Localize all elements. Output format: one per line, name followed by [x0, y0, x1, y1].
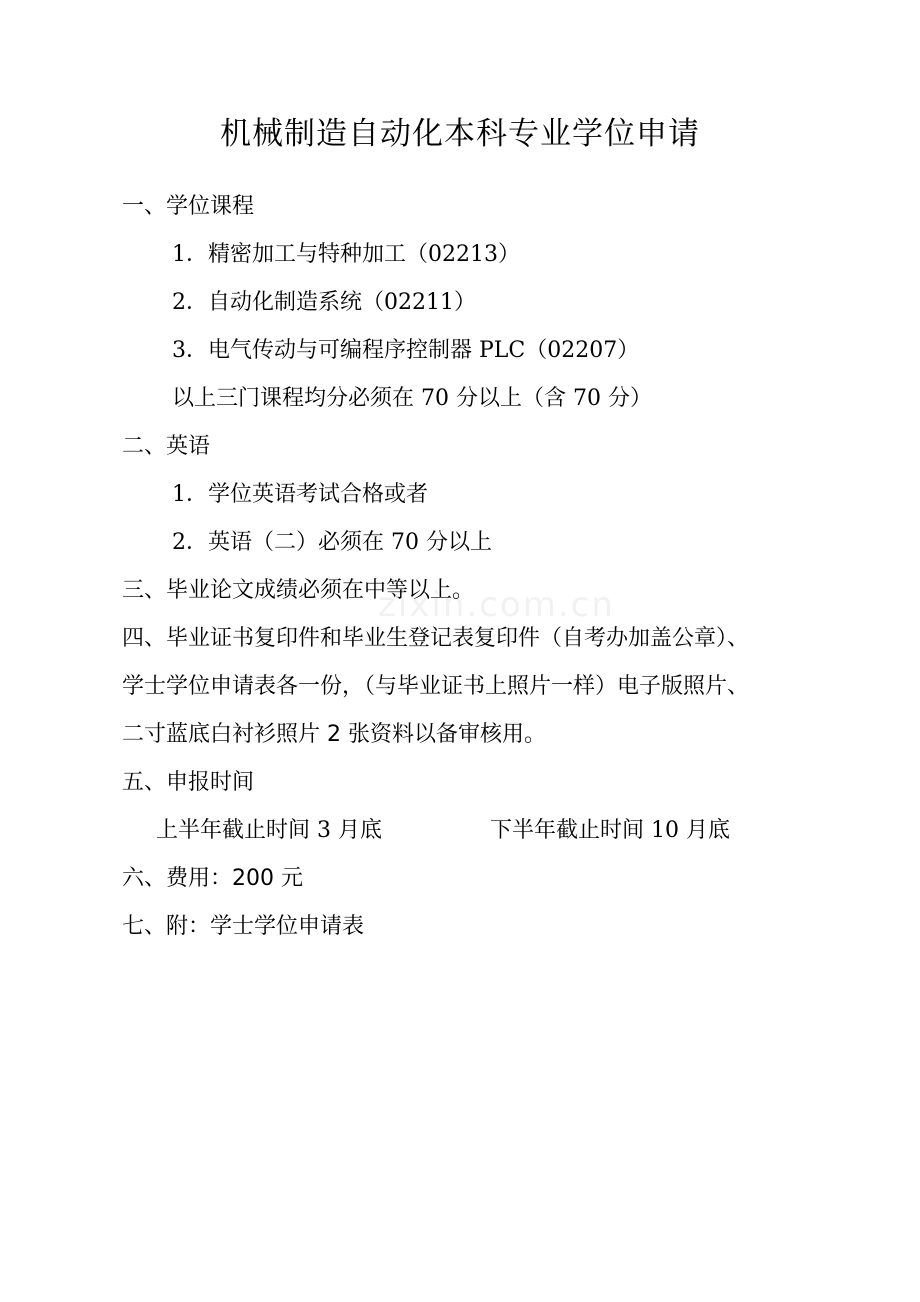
section-english-heading: 二、英语 [122, 434, 211, 459]
course-item-3: 3．电气传动与可编程序控制器 PLC（02207） [172, 338, 640, 363]
course-item-1: 1．精密加工与特种加工（02213） [172, 242, 520, 267]
watermark-text: zixin.com.cn [378, 585, 615, 625]
section-attachment-heading: 七、附：学士学位申请表 [122, 914, 365, 939]
courses-score-note: 以上三门课程均分必须在 70 分以上（含 70 分） [172, 386, 652, 411]
english-item-1: 1．学位英语考试合格或者 [172, 482, 428, 507]
section-deadline-heading: 五、申报时间 [122, 770, 255, 795]
materials-line-1: 四、毕业证书复印件和毕业生登记表复印件（自考办加盖公章）、 [122, 626, 750, 651]
document-title: 机械制造自动化本科专业学位申请 [220, 116, 700, 152]
section-fee-heading: 六、费用：200 元 [122, 866, 303, 891]
materials-line-2: 学士学位申请表各一份，（与毕业证书上照片一样）电子版照片、 [122, 674, 750, 699]
deadline-first-half: 上半年截止时间 3 月底 [156, 818, 382, 843]
section-thesis-heading: 三、毕业论文成绩必须在中等以上。 [122, 578, 475, 603]
deadline-second-half: 下半年截止时间 10 月底 [490, 818, 730, 843]
course-item-2: 2．自动化制造系统（02211） [172, 290, 476, 315]
section-courses-heading: 一、学位课程 [122, 194, 255, 219]
english-item-2: 2．英语（二）必须在 70 分以上 [172, 530, 492, 555]
materials-line-3: 二寸蓝底白衬衫照片 2 张资料以备审核用。 [122, 722, 546, 747]
